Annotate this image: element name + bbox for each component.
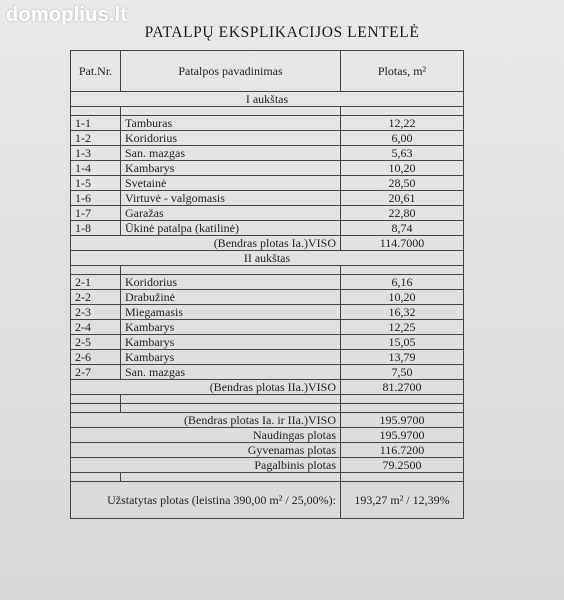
table-row bbox=[71, 116, 464, 131]
room-name: Svetainė bbox=[121, 176, 341, 191]
room-nr: 2-2 bbox=[71, 290, 121, 305]
table-row bbox=[71, 350, 464, 365]
room-name: Ūkinė patalpa (katilinė) bbox=[121, 221, 341, 236]
table-header-row bbox=[71, 51, 464, 92]
room-nr: 2-3 bbox=[71, 305, 121, 320]
header-nr: Pat.Nr. bbox=[71, 51, 121, 92]
room-nr: 2-7 bbox=[71, 365, 121, 380]
table-row bbox=[71, 320, 464, 335]
room-nr: 1-1 bbox=[71, 116, 121, 131]
room-area: 15,05 bbox=[341, 335, 464, 350]
floor1-heading-row bbox=[71, 92, 464, 107]
summary-row-useful bbox=[71, 428, 464, 443]
room-name: Virtuvė - valgomasis bbox=[121, 191, 341, 206]
floor2-total-label: (Bendras plotas IIa.)VISO bbox=[71, 380, 341, 395]
room-name: Koridorius bbox=[121, 275, 341, 290]
room-name: Kambarys bbox=[121, 335, 341, 350]
room-area: 10,20 bbox=[341, 290, 464, 305]
room-name: Drabužinė bbox=[121, 290, 341, 305]
floor1-total-value: 114.7000 bbox=[341, 236, 464, 251]
explication-table bbox=[70, 50, 464, 519]
spacer-row bbox=[71, 404, 464, 413]
room-nr: 1-8 bbox=[71, 221, 121, 236]
built-area-value: 193,27 m² / 12,39% bbox=[341, 482, 464, 519]
table-row bbox=[71, 131, 464, 146]
room-name: San. mazgas bbox=[121, 365, 341, 380]
room-name: San. mazgas bbox=[121, 146, 341, 161]
room-name: Garažas bbox=[121, 206, 341, 221]
table-row bbox=[71, 191, 464, 206]
room-name: Miegamasis bbox=[121, 305, 341, 320]
spacer-row bbox=[71, 107, 464, 116]
summary-row-living bbox=[71, 443, 464, 458]
summary-value: 195.9700 bbox=[341, 428, 464, 443]
summary-label: Pagalbinis plotas bbox=[71, 458, 341, 473]
summary-label: Gyvenamas plotas bbox=[71, 443, 341, 458]
room-area: 12,22 bbox=[341, 116, 464, 131]
room-area: 8,74 bbox=[341, 221, 464, 236]
header-name: Patalpos pavadinimas bbox=[121, 51, 341, 92]
room-nr: 1-6 bbox=[71, 191, 121, 206]
summary-label: Naudingas plotas bbox=[71, 428, 341, 443]
room-area: 16,32 bbox=[341, 305, 464, 320]
room-nr: 1-5 bbox=[71, 176, 121, 191]
summary-row-total bbox=[71, 413, 464, 428]
room-area: 22,80 bbox=[341, 206, 464, 221]
room-name: Kambarys bbox=[121, 320, 341, 335]
room-area: 13,79 bbox=[341, 350, 464, 365]
spacer-row bbox=[71, 473, 464, 482]
built-area-label: Užstatytas plotas (leistina 390,00 m² / 25,00%): bbox=[71, 482, 341, 519]
table-row bbox=[71, 206, 464, 221]
floor1-total-label: (Bendras plotas Ia.)VISO bbox=[71, 236, 341, 251]
room-area: 28,50 bbox=[341, 176, 464, 191]
floor2-heading-row bbox=[71, 251, 464, 266]
table-row bbox=[71, 221, 464, 236]
summary-label: (Bendras plotas Ia. ir IIa.)VISO bbox=[71, 413, 341, 428]
table-row bbox=[71, 335, 464, 350]
spacer-row bbox=[71, 395, 464, 404]
room-area: 7,50 bbox=[341, 365, 464, 380]
room-nr: 2-4 bbox=[71, 320, 121, 335]
floor1-total-row bbox=[71, 236, 464, 251]
table-row bbox=[71, 365, 464, 380]
room-area: 10,20 bbox=[341, 161, 464, 176]
floor2-heading: II aukštas bbox=[71, 251, 464, 266]
table-row bbox=[71, 275, 464, 290]
summary-value: 195.9700 bbox=[341, 413, 464, 428]
document-title: PATALPŲ EKSPLIKACIJOS LENTELĖ bbox=[144, 24, 420, 41]
table-row bbox=[71, 305, 464, 320]
header-area: Plotas, m² bbox=[341, 51, 464, 92]
table-row bbox=[71, 290, 464, 305]
room-area: 12,25 bbox=[341, 320, 464, 335]
summary-value: 79.2500 bbox=[341, 458, 464, 473]
summary-row-auxiliary bbox=[71, 458, 464, 473]
room-nr: 2-1 bbox=[71, 275, 121, 290]
room-area: 5,63 bbox=[341, 146, 464, 161]
room-name: Kambarys bbox=[121, 161, 341, 176]
room-nr: 2-6 bbox=[71, 350, 121, 365]
room-nr: 1-3 bbox=[71, 146, 121, 161]
built-area-row bbox=[71, 482, 464, 519]
room-nr: 1-4 bbox=[71, 161, 121, 176]
floor1-heading: I aukštas bbox=[71, 92, 464, 107]
room-name: Koridorius bbox=[121, 131, 341, 146]
room-name: Kambarys bbox=[121, 350, 341, 365]
room-area: 20,61 bbox=[341, 191, 464, 206]
table-row bbox=[71, 161, 464, 176]
watermark-logo: domoplius.lt bbox=[6, 4, 128, 26]
floor2-total-value: 81.2700 bbox=[341, 380, 464, 395]
summary-value: 116.7200 bbox=[341, 443, 464, 458]
table-row bbox=[71, 146, 464, 161]
table-row bbox=[71, 176, 464, 191]
room-nr: 1-2 bbox=[71, 131, 121, 146]
room-name: Tamburas bbox=[121, 116, 341, 131]
room-area: 6,00 bbox=[341, 131, 464, 146]
spacer-row bbox=[71, 266, 464, 275]
room-nr: 2-5 bbox=[71, 335, 121, 350]
room-area: 6,16 bbox=[341, 275, 464, 290]
room-nr: 1-7 bbox=[71, 206, 121, 221]
floor2-total-row bbox=[71, 380, 464, 395]
